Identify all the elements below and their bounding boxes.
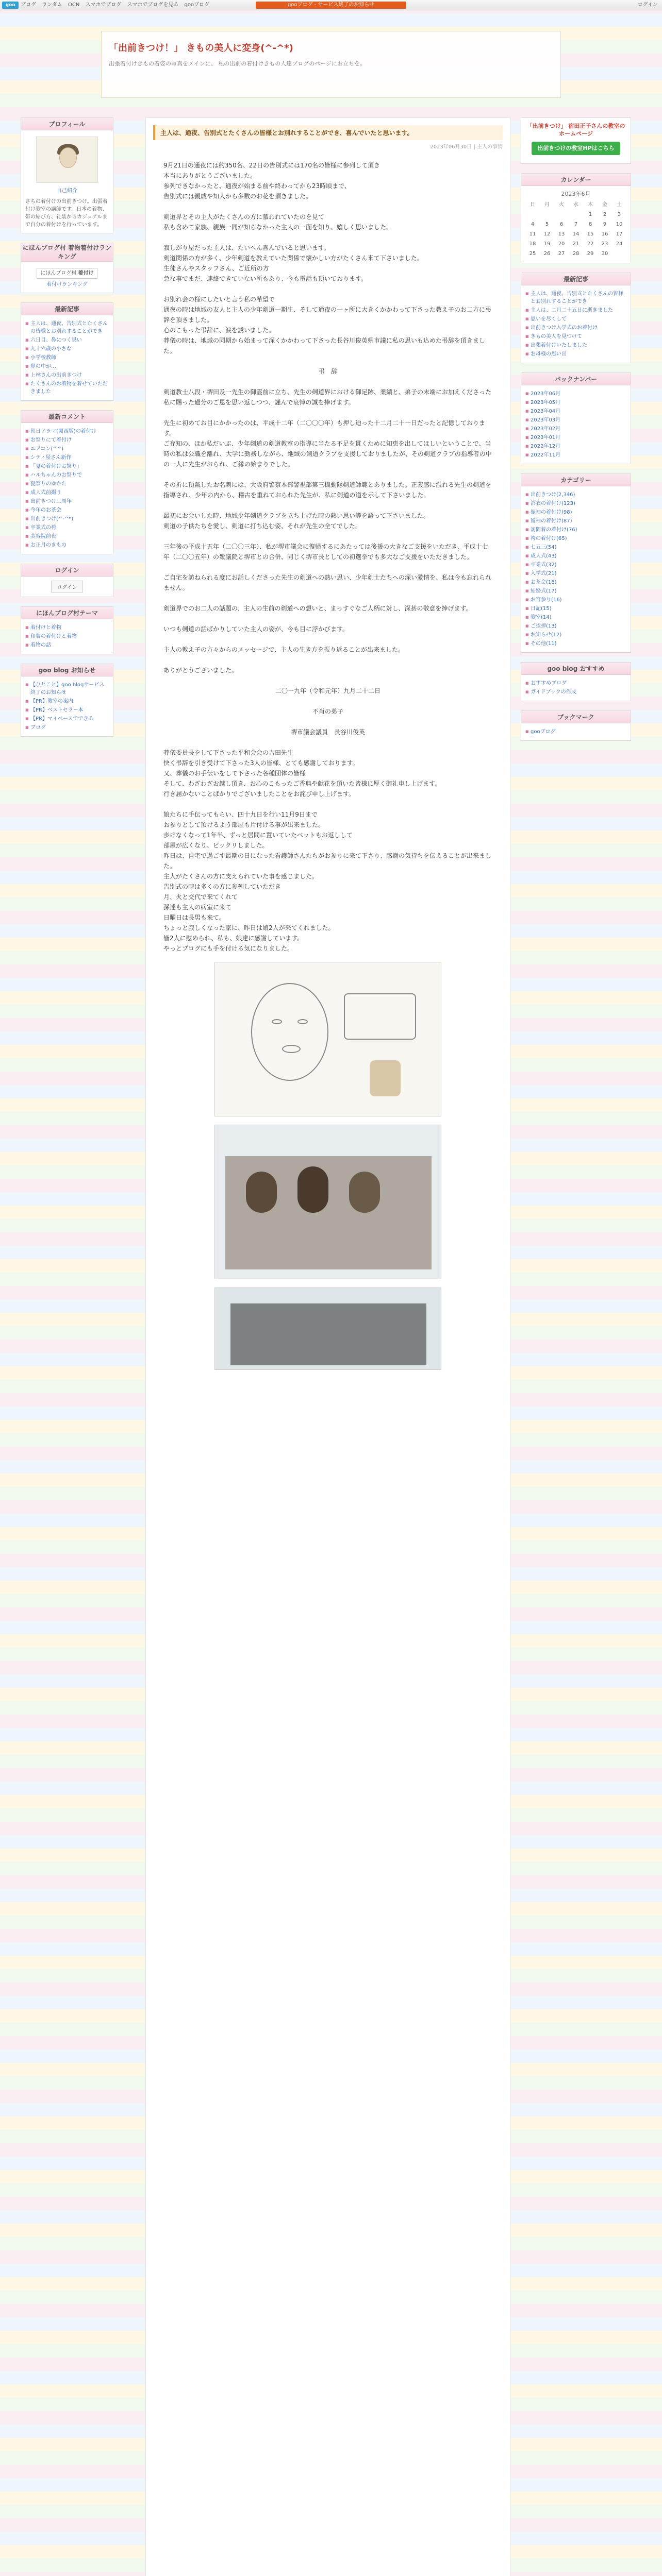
recent-titles-box (21, 302, 113, 401)
calendar-month: 2023年6月 (561, 191, 591, 197)
calendar-table (525, 200, 626, 259)
top-link[interactable]: OCN (68, 2, 80, 8)
post-paragraph: その折に頂戴したお名刺には、大阪府警察本部警視部第三機動隊剣道師範とありました。正義感に溢れる先生の剣道を指導され、少年の内から、稽古を重ねておられた先生が、私に剣道の道を示して下さいました。 (163, 481, 492, 499)
category-link[interactable]: ■ 卒業式(32) (525, 561, 626, 569)
service-notice-banner[interactable]: gooブログ - サービス終了のお知らせ (256, 2, 406, 9)
archive-link[interactable]: ■ 2023年06月 (525, 389, 626, 398)
recent-comment-link[interactable]: ■ お祭りにて着付け (25, 436, 109, 445)
categories-heading: カテゴリー (521, 474, 631, 486)
archive-link[interactable]: ■ 2023年03月 (525, 416, 626, 425)
goo-news-heading: goo blog お知らせ (21, 664, 113, 676)
post-paragraph: 不肖の弟子 (312, 708, 343, 715)
goo-news-link[interactable]: ■ 【ひとこと】goo blogサービス終了のお知らせ (25, 681, 109, 697)
paragraph-gap (163, 614, 492, 624)
recent-entry-link[interactable]: ■ 思いを尽くして (525, 315, 626, 324)
calendar-day[interactable]: 8 (588, 222, 592, 227)
goo-news-box (21, 664, 113, 737)
calendar-day[interactable]: 22 (587, 241, 594, 247)
calendar-heading: カレンダー (521, 174, 631, 186)
profile-text: さちの着付けの出前きつけ。出張着付け教室の講師です。日本の着物、帯の結び方、礼装からカジュアルまで自分の着付けを行っています。 (25, 199, 108, 228)
photo-family[interactable] (214, 1125, 441, 1279)
post-paragraph: 告別式の時は多くの方に参列していただき (163, 883, 282, 890)
post-paragraph: 葬儀の時は、地域の同期から始まって深くかかわって下さった長谷川俊英県市議に私の思いも込めた弔辞を頂きました。 (163, 337, 485, 354)
post-paragraph: 孫達も主人の病室に来て (163, 904, 232, 911)
homepage-box (521, 117, 631, 164)
paragraph-gap (163, 500, 492, 511)
calendar-day[interactable]: 19 (543, 241, 551, 247)
blog-header (101, 31, 561, 98)
calendar-day[interactable]: 3 (617, 212, 621, 217)
post-paragraph: 月、火と交代で来てくれて (163, 893, 238, 901)
calendar-day[interactable]: 13 (558, 231, 565, 237)
recent-title-link[interactable]: ■ 上林さんの出前きつけ (25, 371, 109, 380)
calendar-box (521, 173, 631, 263)
login-box (21, 564, 113, 597)
category-link[interactable]: ■ 結婚式(17) (525, 587, 626, 596)
login-button[interactable]: ログイン (51, 581, 83, 592)
goo-blog-box (521, 662, 631, 701)
paragraph-gap (163, 696, 492, 706)
goo-blog-heading: goo blog おすすめ (521, 663, 631, 675)
calendar-day[interactable]: 11 (529, 231, 536, 237)
paragraph-gap (163, 408, 492, 418)
calendar-day[interactable]: 24 (616, 241, 623, 247)
post-paragraph: 葬儀委員長をして下さった平和会会の吉田先生 (163, 749, 294, 756)
goo-news-link[interactable]: ■ 【PR】教室の案内 (25, 697, 109, 706)
archive-link[interactable]: ■ 2023年04月 (525, 407, 626, 416)
recent-comment-link[interactable]: ■ お正月のきもの (25, 541, 109, 550)
goo-news-list (25, 681, 109, 732)
theme-link[interactable]: ■ 着物の話 (25, 641, 109, 650)
recent-entry-link[interactable]: ■ 出張着付けいたしました (525, 341, 626, 350)
post-paragraph: 参列できなかったと、通夜が始まる前や終わってから23時頃まで、 (163, 182, 351, 190)
recent-comment-link[interactable]: ■ 出前きつけ三周年 (25, 497, 109, 506)
theme-list (25, 623, 109, 650)
right-sidebar (521, 117, 631, 750)
post-paragraph: 剣道関係の方が多く、少年剣道を教えていた関係で懐かしい方がたくさん来て下さいました。 (163, 255, 423, 262)
post-paragraph: 行き届かないことばかりでございましたことをお詫び申し上げます。 (163, 790, 355, 798)
post-paragraph: ちょっと寂しくなった家に、昨日は娘2人が来てくれました。 (163, 924, 335, 931)
category-link[interactable]: ■ 出前きつけ(2,346) (525, 490, 626, 499)
archive-heading: バックナンバー (521, 373, 631, 385)
recent-comment-link[interactable]: ■ 成人式前撮り (25, 488, 109, 497)
homepage-title[interactable]: 「出前きつけ」 宿田正子さんの教室のホームページ (526, 123, 625, 137)
recent-entries-heading: 最新記事 (521, 273, 631, 285)
post-paragraph: 告別式には親戚や知人から多数のお花を頂きました。 (163, 193, 312, 200)
photo-drawing[interactable] (214, 962, 441, 1116)
recent-comment-link[interactable]: ■ 卒業式の袴 (25, 523, 109, 532)
category-link[interactable]: ■ 日記(15) (525, 604, 626, 613)
bookmark-box (521, 710, 631, 741)
paragraph-gap (163, 232, 492, 243)
top-link[interactable]: スマホでブログ (85, 2, 122, 8)
calendar-weekday: 水 (573, 202, 578, 208)
calendar-day[interactable]: 9 (603, 222, 607, 227)
login-link[interactable]: ログイン (637, 2, 658, 8)
recent-title-link[interactable]: ■ 鼻の中が… (25, 362, 109, 371)
post-paragraph: 急な事でまだ、連絡できていない所もあり、今も電話も頂いております。 (163, 275, 368, 282)
calendar-weekday: 日 (530, 202, 535, 208)
calendar-day[interactable]: 15 (587, 231, 594, 237)
post-paragraph: ご存知の、ほか私だいぶ、少年剣道の剣道教室の指導に当たる不足を貫くために知恵を出してほしいということで、当時の私は公職を離れ、大学に勤務しながら、地域の剣道クラブを支援しておりましたが、その剣道クラブの指導者の中の一人に先生がおられ、ご縁の始まりでした。 (163, 440, 492, 468)
calendar-day[interactable]: 25 (529, 251, 536, 257)
post-paragraph: 本当にありがとうございました。 (163, 172, 257, 179)
post-paragraph: 快く弔辞を引き受けて下さった3人の皆様、とても感謝しております。 (163, 759, 359, 767)
calendar-day[interactable]: 1 (588, 212, 592, 217)
paragraph-gap (163, 284, 492, 294)
blogmura-badge-label: にほんブログ村 (40, 270, 77, 276)
top-bar (0, 0, 662, 10)
recent-title-link[interactable]: ■ 九十六歳の小さな (25, 345, 109, 353)
post-title[interactable]: 主人は、通夜、告別式とたくさんの皆様とお別れすることができ、喜んでいたと思います。 (153, 125, 503, 140)
ranking-link[interactable]: 着付けランキング (46, 282, 88, 287)
ranking-heading: にほんブログ村 着物着付けランキング (21, 243, 113, 262)
calendar-day[interactable] (540, 210, 554, 219)
post-paragraph: 剣道界とその主人がたくさんの方に慕われていたのを見て (163, 213, 325, 221)
recent-entry-link[interactable]: ■ きもの美人を見つけて (525, 332, 626, 341)
post-paragraph: 主人がたくさんの方に支えられていた事を感じました。 (163, 873, 319, 880)
categories-list (525, 490, 626, 648)
archive-list (525, 389, 626, 460)
recent-comments-list (25, 427, 109, 550)
recent-comment-link[interactable]: ■ ハルちゃんのお祭りで (25, 471, 109, 480)
category-link[interactable]: ■ お茶会(18) (525, 578, 626, 587)
left-sidebar (21, 117, 113, 746)
post-paragraph: 主人の教え子の方々からのメッセージで、主人の生き方を振り返ることが出来ました。 (163, 646, 405, 653)
paragraph-gap (163, 531, 492, 541)
recent-entry-link[interactable]: ■ お母様の思い出 (525, 350, 626, 359)
recent-comment-link[interactable]: ■ 美容院前夜 (25, 532, 109, 541)
blog-description: 出張着付けきもの着姿の写真をメインに、 私の出前の着付けきもの人達ブログのページにお立ちを。 (109, 60, 366, 67)
profile-box (21, 117, 113, 233)
post-paragraph: 剣道界でのお二人の話題の、主人の生前の剣道への想いと、まっすぐなご人柄に対し、深甚の敬意を捧げます。 (163, 605, 472, 612)
calendar-day[interactable]: 18 (529, 241, 536, 247)
ranking-box (21, 243, 113, 293)
recent-title-link[interactable]: ■ 小学校教師 (25, 353, 109, 362)
calendar-day[interactable]: 21 (572, 241, 580, 247)
theme-link[interactable]: ■ 着付けと着物 (25, 623, 109, 632)
category-link[interactable]: ■ 浴衣の着付け(123) (525, 499, 626, 508)
goo-blog-link[interactable]: ■ ガイドブックの作成 (525, 688, 626, 697)
recent-comment-link[interactable]: ■ 「夏の着付けお祭り」 (25, 462, 109, 471)
paragraph-gap (163, 356, 492, 366)
calendar-weekday: 土 (617, 202, 622, 208)
category-link[interactable]: ■ お知らせ(12) (525, 631, 626, 639)
goo-news-link[interactable]: ■ ブログ (25, 723, 109, 732)
calendar-weekday: 月 (544, 202, 550, 208)
paragraph-gap (163, 675, 492, 686)
post-paragraph: 剣道の子供たちを愛し、剣道に打ち込む姿、それが先生の全てでした。 (163, 522, 362, 530)
post-paragraph: 寂しがり屋だった主人は、たいへん喜んでいると思います。 (163, 244, 330, 251)
calendar-day[interactable]: 20 (558, 241, 565, 247)
photo-group[interactable] (214, 1287, 441, 1370)
login-heading: ログイン (21, 564, 113, 577)
bookmark-heading: ブックマーク (521, 711, 631, 723)
archive-link[interactable]: ■ 2022年12月 (525, 442, 626, 451)
calendar-day[interactable]: 28 (572, 251, 580, 257)
top-link[interactable]: ランダム (42, 2, 62, 8)
homepage-button[interactable]: 出前きつけの教室HPはこちら (532, 142, 620, 155)
recent-comments-box (21, 410, 113, 554)
recent-entry-link[interactable]: ■ 出前きつけ入学式のお着付け (525, 324, 626, 332)
post-paragraph: 最初にお会いした時、地域少年剣道クラブを立ち上げた時の熱い思い等を語って下さいました。 (163, 512, 430, 519)
blogmura-badge[interactable] (37, 268, 97, 279)
theme-link[interactable]: ■ 和装の着付けと着物 (25, 632, 109, 641)
calendar-day[interactable]: 29 (587, 251, 594, 257)
post-body (163, 160, 492, 954)
calendar-day[interactable]: 16 (601, 231, 608, 237)
calendar-day[interactable]: 27 (558, 251, 565, 257)
category-link[interactable]: ■ 成人式(43) (525, 552, 626, 561)
main-content (145, 117, 510, 2576)
theme-heading: にほんブログ村テーマ (21, 607, 113, 619)
archive-link[interactable]: ■ 2023年05月 (525, 398, 626, 407)
post-paragraph: いつも剣道の話ばかりしていた主人の姿が、今も目に浮かびます。 (163, 625, 349, 633)
post-paragraph: 二〇一九年（令和元年）九月二十二日 (275, 687, 380, 694)
paragraph-gap (163, 717, 492, 727)
paragraph-gap (163, 634, 492, 645)
archive-link[interactable]: ■ 2023年01月 (525, 433, 626, 442)
post-paragraph: 娘たちに手伝ってもらい、四十九日を行い11月9日まで (163, 811, 318, 818)
paragraph-gap (163, 377, 492, 387)
profile-heading: プロフィール (21, 118, 113, 130)
recent-comments-heading: 最新コメント (21, 411, 113, 423)
post-paragraph: 通夜の時は地域の友人と主人の少年剣道一期生、そして通夜の一ヶ所に大きくかかわって下さった教え子のお二方に弔辞を頂きました。 (163, 306, 491, 324)
calendar-day[interactable] (525, 210, 540, 219)
post-paragraph: 私も含めて家族、親族一同が知らなかった主人の一面を知り、嬉しく思いました。 (163, 224, 393, 231)
top-link[interactable]: ブログ (21, 2, 36, 8)
category-link[interactable]: ■ 留袖の着付け(87) (525, 517, 626, 526)
post-paragraph: 又、葬儀のお手伝いをして下さった各種団体の皆様 (163, 770, 306, 777)
post-paragraph: ご自宅を訪ねられる度にお話しくださった先生の剣道への熱い思い、少年剣士たちへの深い愛情を、私は今も忘れられません。 (163, 574, 492, 591)
blog-title[interactable]: 「出前きつけ！」 きもの美人に変身(^-^*) (109, 43, 293, 54)
bookmark-link[interactable]: ■ gooブログ (525, 727, 626, 736)
paragraph-gap (163, 799, 492, 809)
post-paragraph: やっとブログにも手を付ける気になりました。 (163, 945, 294, 952)
calendar-day[interactable]: 6 (559, 222, 564, 227)
calendar-day[interactable]: 7 (574, 222, 578, 227)
post-paragraph: 歩けなくなって1年半、ずっと居間に置いていたベットもお返しして (163, 832, 353, 839)
category-link[interactable]: ■ 教室(14) (525, 613, 626, 622)
post-paragraph: 先生に初めてお目にかかったのは、平成十二年（二〇〇〇年）も押し迫った十二月二十一日だったと記憶しております。 (163, 419, 486, 437)
recent-comment-link[interactable]: ■ シティ屋さん新作 (25, 453, 109, 462)
category-link[interactable]: ■ 振袖の着付け(98) (525, 508, 626, 517)
calendar-day[interactable]: 2 (603, 212, 607, 217)
post-paragraph: ありがとうございました。 (163, 667, 238, 674)
calendar-weekday: 木 (588, 202, 593, 208)
recent-titles-list (25, 319, 109, 396)
calendar-day[interactable]: 14 (572, 231, 580, 237)
archive-link[interactable]: ■ 2022年11月 (525, 451, 626, 460)
calendar-day[interactable]: 26 (543, 251, 551, 257)
post-paragraph: 心のこもった弔辞に、涙を誘いました。 (163, 327, 275, 334)
category-link[interactable]: ■ 入学式(21) (525, 569, 626, 578)
calendar-day[interactable]: 30 (601, 251, 608, 257)
recent-entries-box (521, 273, 631, 363)
post-paragraph: 三年後の平成十五年（二〇〇三年）、私が堺市議会に復帰するにあたっては後援の大きなご支援をいただき、平成十七年（二〇〇五年）の衆議院と堺市との合併、同じく堺市長としての初選挙でも多大なご支援をいただきました。 (163, 543, 488, 561)
post-paragraph: 皆2人に慰められ、私も、娘達に感謝しています。 (163, 935, 304, 942)
recent-comment-link[interactable]: ■ 夏祭りのゆかた (25, 480, 109, 488)
profile-avatar (36, 137, 98, 183)
recent-comment-link[interactable]: ■ エアコン(^^) (25, 445, 109, 453)
calendar-day[interactable]: 23 (601, 241, 608, 247)
calendar-day[interactable] (554, 210, 569, 219)
recent-title-link[interactable]: ■ たくさんのお着物を着せていただきました (25, 380, 109, 396)
paragraph-gap (163, 562, 492, 572)
post-paragraph: 弔 辞 (318, 368, 337, 375)
post-paragraph: 剣道教士八段・堺田及一先生の御霊前に立ち、先生の剣道界における御足跡、業績と、弟子の末端にお加えくださった私に賜った過分のご恩を思い返しつつ、謹んで哀悼の誠を捧げます。 (163, 388, 492, 406)
post-paragraph: 9月21日の通夜には約350名、22日の告別式には170名の皆様に参列して頂き (163, 162, 380, 169)
calendar-day[interactable]: 5 (545, 222, 549, 227)
top-link[interactable]: スマホでブログを見る (127, 2, 179, 8)
recent-title-link[interactable]: ■ 主人は、通夜、告別式とたくさんの皆様とお別れすることができ (25, 319, 109, 336)
post-paragraph: そして、わざわざお越し頂き、お心のこもったご香典や献花を頂いた皆様に厚く御礼申し上げます。 (163, 780, 441, 787)
paragraph-gap (163, 655, 492, 665)
bookmark-list (525, 727, 626, 736)
post-paragraph: 昨日は、自宅で過ごす最期の日になった看護師さんたちがお参りに来て下さり、感謝の気持ちを伝えることが出来ました。 (163, 852, 492, 870)
post-paragraph: お参りとして頂けるよう部屋も片付ける事が出来ました。 (163, 821, 325, 828)
post-paragraph: 日曜日は長男も来て。 (163, 914, 225, 921)
paragraph-gap (163, 593, 492, 603)
recent-titles-heading: 最新記事 (21, 303, 113, 315)
post-meta[interactable]: 2023年06月30日 | 主人の事情 (430, 144, 503, 150)
top-link[interactable]: gooブログ (184, 2, 210, 8)
archive-link[interactable]: ■ 2023年02月 (525, 425, 626, 433)
recent-title-link[interactable]: ■ 六日目、鼻につく臭い (25, 336, 109, 345)
calendar-day[interactable]: 12 (543, 231, 551, 237)
goo-blog-link[interactable]: ■ おすすめブログ (525, 679, 626, 688)
category-link[interactable]: ■ 七五三(54) (525, 543, 626, 552)
post-paragraph: 生徒さんやスタッフさん、ご近所の方 (163, 265, 269, 272)
category-link[interactable]: ■ 袴の着付け(65) (525, 534, 626, 543)
recent-comment-link[interactable]: ■ 今年のお茶会 (25, 506, 109, 515)
calendar-day[interactable] (612, 249, 626, 259)
recent-entry-link[interactable]: ■ 主人は、通夜、告別式とたくさんの皆様とお別れすることができ (525, 290, 626, 306)
goo-blog-list (525, 679, 626, 697)
goo-news-link[interactable]: ■ 【PR】マイペースでできる (25, 715, 109, 723)
calendar-day[interactable]: 4 (531, 222, 535, 227)
category-link[interactable]: ■ お宮参り(16) (525, 596, 626, 604)
recent-entries-list (525, 290, 626, 359)
paragraph-gap (163, 737, 492, 748)
paragraph-gap (163, 201, 492, 212)
goo-logo[interactable]: goo (2, 2, 19, 9)
category-link[interactable]: ■ その他(11) (525, 639, 626, 648)
calendar-day[interactable]: 17 (616, 231, 623, 237)
theme-box (21, 606, 113, 654)
category-link[interactable]: ■ ご挨拶(13) (525, 622, 626, 631)
archive-box (521, 372, 631, 464)
top-links (21, 0, 213, 10)
recent-comment-link[interactable]: ■ 出前きつけ(^-^*) (25, 515, 109, 523)
calendar-weekday: 金 (602, 202, 607, 208)
calendar-weekday: 火 (559, 202, 564, 208)
recent-entry-link[interactable]: ■ 主人は、二月二十五日に逝きました (525, 306, 626, 315)
post-paragraph: お別れ会の様にしたいと言う私の希望で (163, 296, 275, 303)
category-link[interactable]: ■ 訪問着の着付け(76) (525, 526, 626, 534)
profile-name[interactable]: 自己紹介 (57, 188, 77, 194)
calendar-day[interactable]: 10 (616, 222, 623, 227)
ranking-category: 着付け (78, 270, 94, 276)
post-paragraph: 部屋が広くなり、ビックリしました。 (163, 842, 269, 849)
paragraph-gap (163, 469, 492, 480)
calendar-day[interactable] (569, 210, 583, 219)
goo-news-link[interactable]: ■ 【PR】ベストセラー本 (25, 706, 109, 715)
categories-box (521, 473, 631, 653)
recent-comment-link[interactable]: ■ 朝日ドラマ(関西版)の着付け (25, 427, 109, 436)
post-paragraph: 堺市議会議員 長谷川俊英 (290, 728, 365, 736)
